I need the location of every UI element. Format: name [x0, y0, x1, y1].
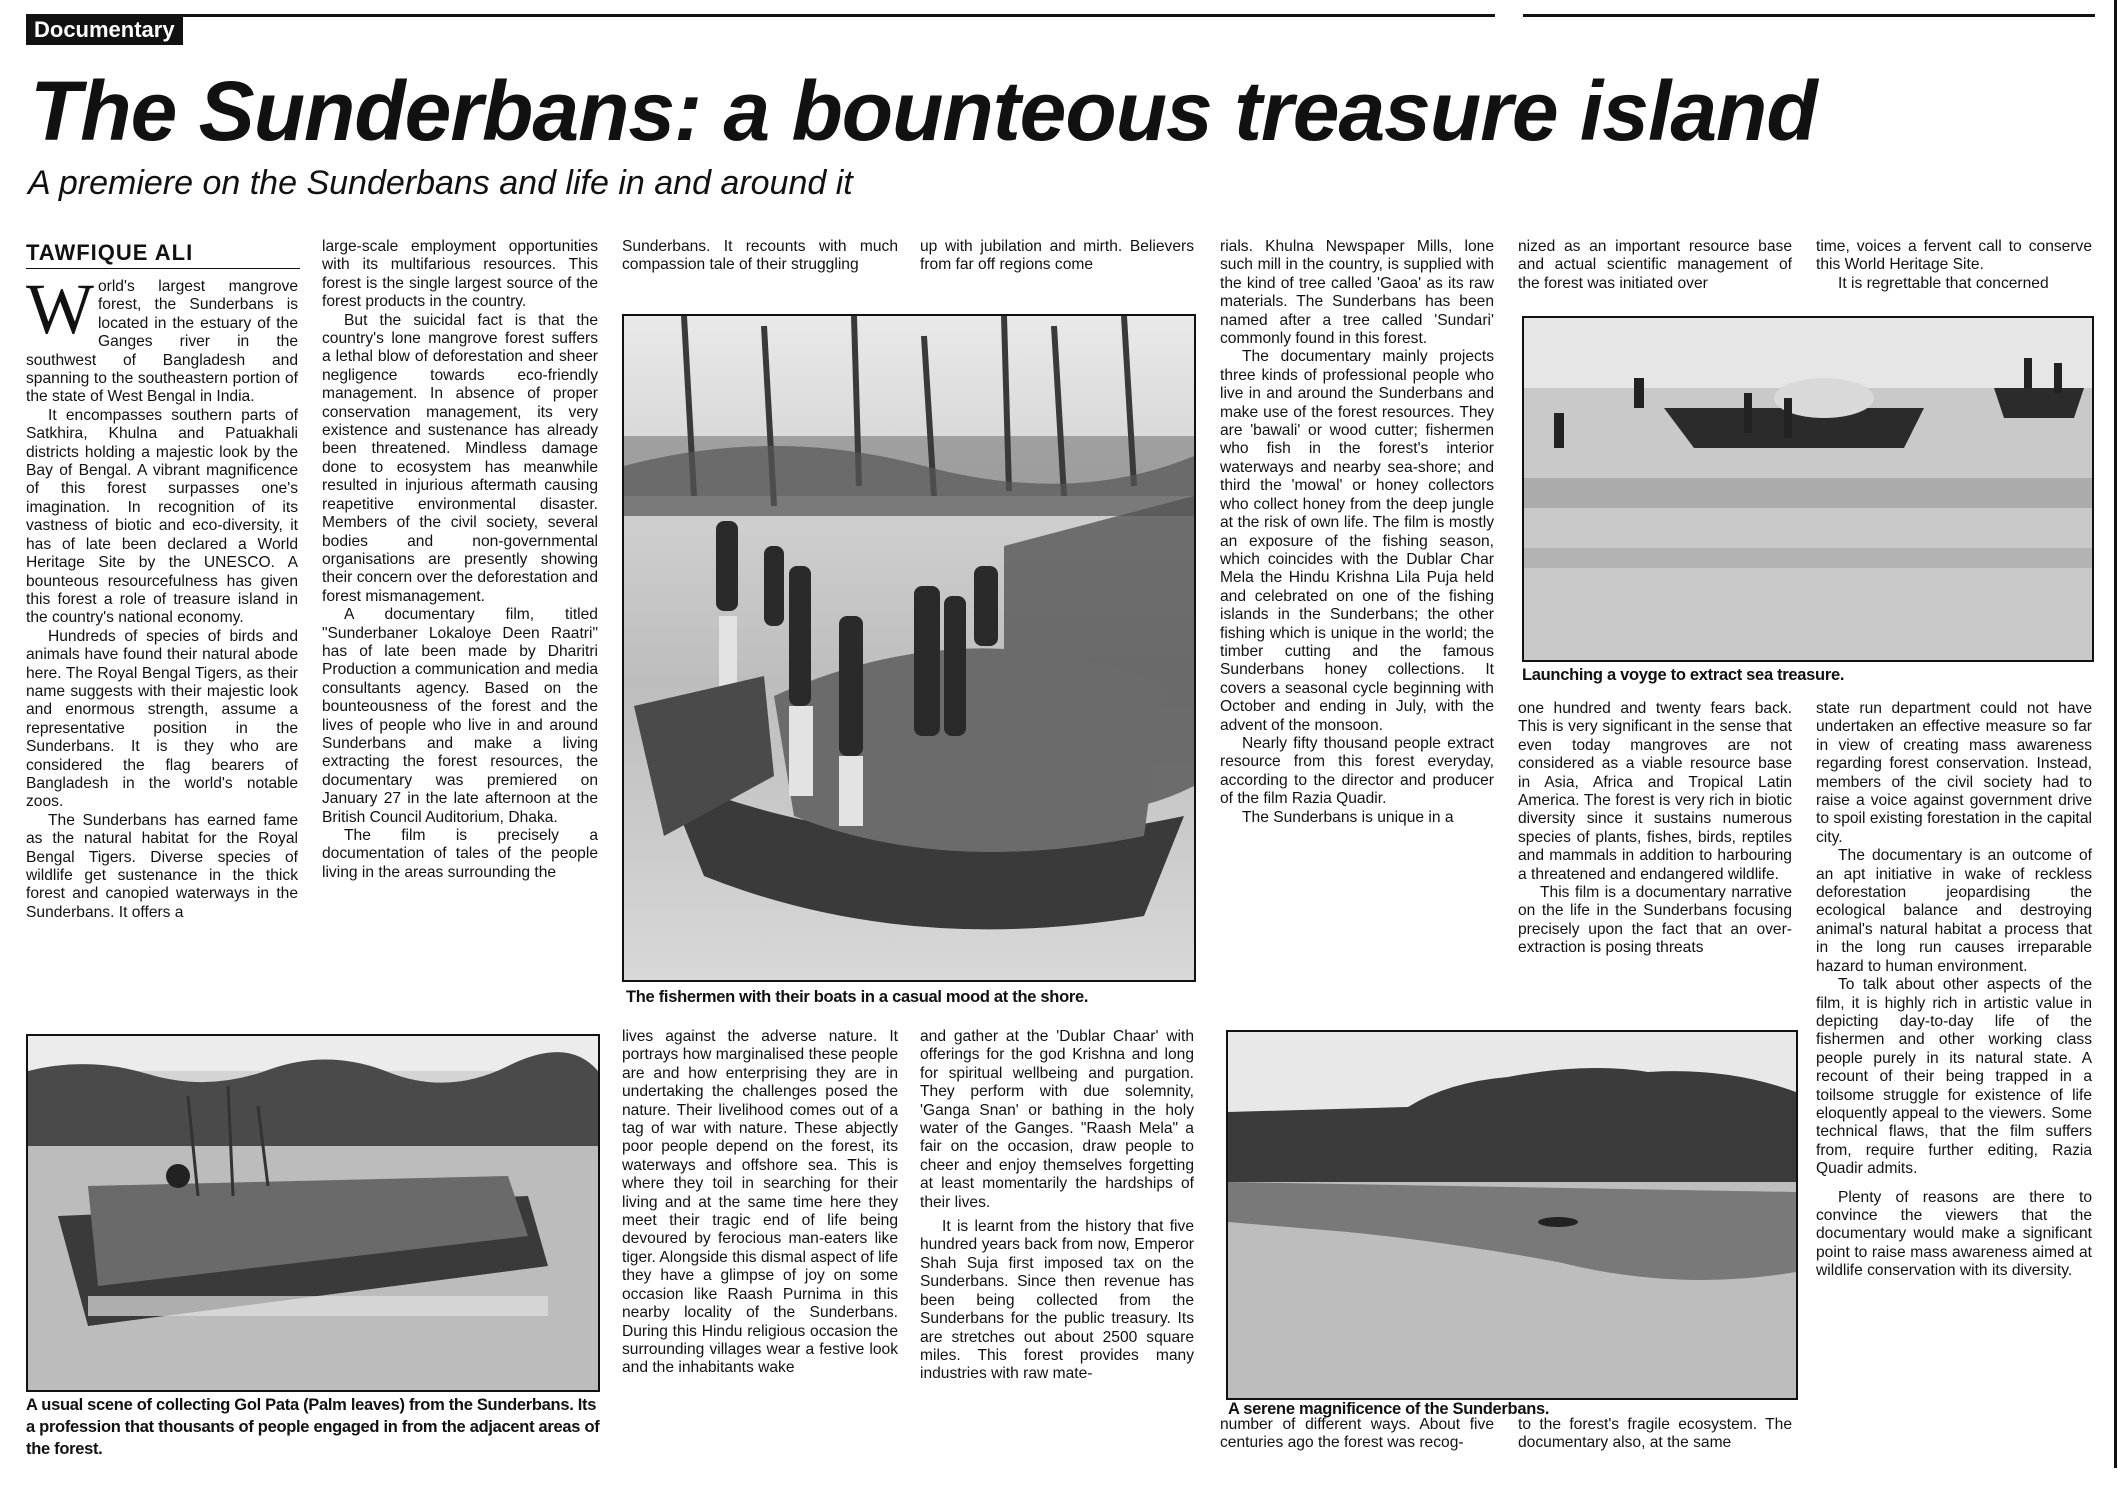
- subheadline: A premiere on the Sunderbans and life in and around it: [28, 164, 853, 202]
- top-rule-left: [26, 14, 1495, 17]
- byline: TAWFIQUE ALI: [26, 240, 300, 269]
- section-tag: Documentary: [26, 15, 183, 45]
- right-edge-rule: [2114, 0, 2117, 1468]
- paragraph: The Sunderbans has earned fame as the natural habitat for the Royal Bengal Tigers. Diverse species of wildlife get sustenance in the thick forest and canopied waterways in the Sunderbans. It offers a: [26, 811, 298, 921]
- column-4-top: [920, 238, 1194, 280]
- paragraph: The documentary mainly projects three kinds of professional people who live in and around the Sunderbans and make use of the forest resources. They are 'bawali' or wood cutter; fishermen who fish in the forest's interior waterways and nearby sea-shore; and third the 'mowal' or honey collectors who collect honey from the deep jungle at the risk of own life. The film is mostly an exposure of the fishing season, which coincides with the Dublar Char Mela the Hindu Krishna Lila Puja held and celebrated on one of the fishing islands in the Sunderbans; the other fishing which is unique in the world; the timber cutting and the famous Sunderbans honey collections. It covers a seasonal cycle beginning with October and ending in July, with the advent of the monsoon.: [1220, 348, 1494, 734]
- paragraph: lives against the adverse nature. It portrays how marginalised these people are and how enterprising they are in undertaking the challenges posed the nature. Their livelihood comes out of a tag of war with nature. These abjectly poor people depend on the forest, its waterways and offshore sea. This is where they toil in searching for their living and at the same time here they meet their tragic end of life being devoured by ferocious man-eaters like tiger. Alongside this dismal aspect of life they have a glimpse of joy on some occasion like Raash Purnima in this nearby locality of the Sunderbans. During this Hindu religious occasion the surrounding villages wear a festive look and the inhabitants wake: [622, 1028, 898, 1377]
- paragraph: This film is a documentary narrative on the life in the Sunderbans focusing precisely upon the fact that an over-extraction is posing threats: [1518, 884, 1792, 957]
- paragraph: to the forest's fragile ecosystem. The documentary also, at the same: [1518, 1416, 1792, 1452]
- column-1: [26, 278, 298, 1018]
- drop-cap: W: [26, 278, 94, 349]
- paragraph: Sunderbans. It recounts with much compassion tale of their struggling: [622, 238, 898, 274]
- photo-gol-pata: [26, 1034, 600, 1392]
- caption-launch: Launching a voyge to extract sea treasure.: [1522, 666, 1845, 684]
- paragraph: one hundred and twenty fears back. This is very significant in the sense that even today mangroves are not considered as a viable resource base in Asia, Africa and Tropical Latin America. The forest is very rich in biotic diversity since it sustains numerous species of plants, fishes, birds, reptiles and mammals in addition to harbouring a threatened and endangered wildlife.: [1518, 700, 1792, 883]
- headline: The Sunderbans: a bounteous treasure island: [30, 64, 1817, 158]
- paragraph: large-scale employment opportunities with its multifarious resources. This forest is the single largest source of the forest products in the country.: [322, 238, 598, 311]
- top-rule-right: [1523, 14, 2095, 17]
- column-6-middle: [1518, 700, 1792, 1020]
- column-3-bottom: [622, 1028, 898, 1468]
- paragraph: It is learnt from the history that five hundred years back from now, Emperor Shah Suja first imposed tax on the Sunderbans. Since then revenue has been being collected from the Sunderbans for the public treasury. Its are stretches out about 2500 square miles. This forest provides many industries with raw mate-: [920, 1218, 1194, 1383]
- photo-serene-sunderbans: [1226, 1030, 1798, 1400]
- column-5: [1220, 238, 1494, 1020]
- paragraph: number of different ways. About five centuries ago the forest was recog-: [1220, 1416, 1494, 1452]
- paragraph: The Sunderbans is unique in a: [1242, 808, 1454, 826]
- paragraph: A documentary film, titled "Sunderbaner Lokaloye Deen Raatri" has of late been made by Dharitri Production a communication and media consultants agency. Based on the bounteousness of the forest and the lives of people who live in and around Sunderbans and make a living extracting the forest resources, the documentary was premiered on January 27 in the late afternoon at the British Council Auditorium, Dhaka.: [322, 606, 598, 826]
- column-6-bottom: [1518, 1416, 1792, 1460]
- paragraph: To talk about other aspects of the film, it is highly rich in artistic value in depicting day-to-day life of the fishermen and other working class people purely in its natural state. A recount of their being trapped in a toilsome struggle for existence of life eloquently appeal to the viewers. Some technical flaws, that the film suffers from, require further editing, Razia Quadir admits.: [1816, 976, 2092, 1178]
- paragraph: time, voices a fervent call to conserve this World Heritage Site.: [1816, 238, 2092, 274]
- column-4-bottom: [920, 1028, 1194, 1468]
- photo-launch-image: [1524, 318, 2092, 660]
- paragraph: orld's largest mangrove forest, the Sunderbans is located in the estuary of the Ganges river in the southwest of Bangladesh and spanning to the southeastern portion of the state of West Bengal in India.: [26, 278, 298, 406]
- column-7-top: [1816, 238, 2092, 298]
- paragraph: The film is precisely a documentation of tales of the people living in the areas surrounding the: [322, 827, 598, 881]
- paragraph: It is regrettable that concerned: [1838, 274, 2049, 292]
- column-2: [322, 238, 598, 1020]
- photo-fishermen-image: [624, 316, 1194, 980]
- caption-fishermen: The fishermen with their boats in a casual mood at the shore.: [626, 988, 1089, 1006]
- column-7-middle: [1816, 700, 2092, 1410]
- column-3-top: [622, 238, 898, 280]
- column-5-bottom: [1220, 1416, 1494, 1460]
- photo-fishermen-boats: [622, 314, 1196, 982]
- photo-serene-image: [1228, 1032, 1796, 1398]
- paragraph: It encompasses southern parts of Satkhira, Khulna and Patuakhali districts holding a majestic look by the Bay of Bengal. A vibrant magnificence of this forest surpasses one's imagination. In recognition of its vastness of biotic and eco-diversity, it has of late been declared a World Heritage Site by the UNESCO. A bounteous resourcefulness has given this forest a role of treasure island in the country's national economy.: [26, 406, 298, 627]
- paragraph: The documentary is an outcome of an apt initiative in wake of reckless deforestation jeopardising the ecological balance and destroying animal's natural habitat a process that in the long run causes irreparable hazard to human environment.: [1816, 847, 2092, 975]
- paragraph: rials. Khulna Newspaper Mills, lone such mill in the country, is supplied with the kind of tree called 'Gaoa' as its raw materials. The Sunderbans has been named after a tree called 'Sundari' commonly found in this forest.: [1220, 238, 1494, 348]
- paragraph: Plenty of reasons are there to convince the viewers that the documentary would make a significant point to raise mass awareness aimed at wildlife conservation with its diversity.: [1816, 1188, 2092, 1280]
- photo-golpata-image: [28, 1036, 598, 1390]
- paragraph: Nearly fifty thousand people extract resource from this forest everyday, according to the director and producer of the film Razia Quadir.: [1220, 734, 1494, 808]
- photo-launching-voyage: [1522, 316, 2094, 662]
- paragraph: nized as an important resource base and actual scientific management of the forest was initiated over: [1518, 238, 1792, 292]
- paragraph: and gather at the 'Dublar Chaar' with offerings for the god Krishna and long for spiritual wellbeing and purgation. They perform with due solemnity, 'Ganga Snan' or bathing in the holy water of the Ganges. "Raash Mela" a fair on the occasion, draw people to cheer and enjoy themselves forgetting at least momentarily the hardships of their lives.: [920, 1028, 1194, 1211]
- column-6-top: [1518, 238, 1792, 298]
- paragraph: up with jubilation and mirth. Believers from far off regions come: [920, 238, 1194, 274]
- paragraph: state run department could not have undertaken an effective measure so far in view of creating mass awareness regarding forest conservation. Instead, members of the civil society had to raise a voice against government drive to spoil existing forestation in the capital city.: [1816, 700, 2092, 846]
- caption-serene: A serene magnificence of the Sunderbans.: [1228, 1400, 1550, 1418]
- caption-gol-pata: A usual scene of collecting Gol Pata (Palm leaves) from the Sunderbans. Its a profession that thousants of people engaged in from the adjacent areas of the forest.: [26, 1396, 600, 1458]
- paragraph: Hundreds of species of birds and animals have found their natural abode here. The Royal Bengal Tigers, as their name suggests with their majestic look and enormous strength, assume a representative position in the Sunderbans. It is they who are considered the flag bearers of Bangladesh in the world's notable zoos.: [26, 627, 298, 811]
- paragraph: But the suicidal fact is that the country's lone mangrove forest suffers a lethal blow of deforestation and sheer negligence towards eco-friendly management. In absence of proper conservation management, its very existence and sustenance has already been threatened. Mindless damage done to ecosystem has meanwhile resulted in injurious aftermath causing reapetitive environmental disaster. Members of the civil society, several bodies and non-governmental organisations are presently showing their concern over the deforestation and forest mismanagement.: [322, 311, 598, 605]
